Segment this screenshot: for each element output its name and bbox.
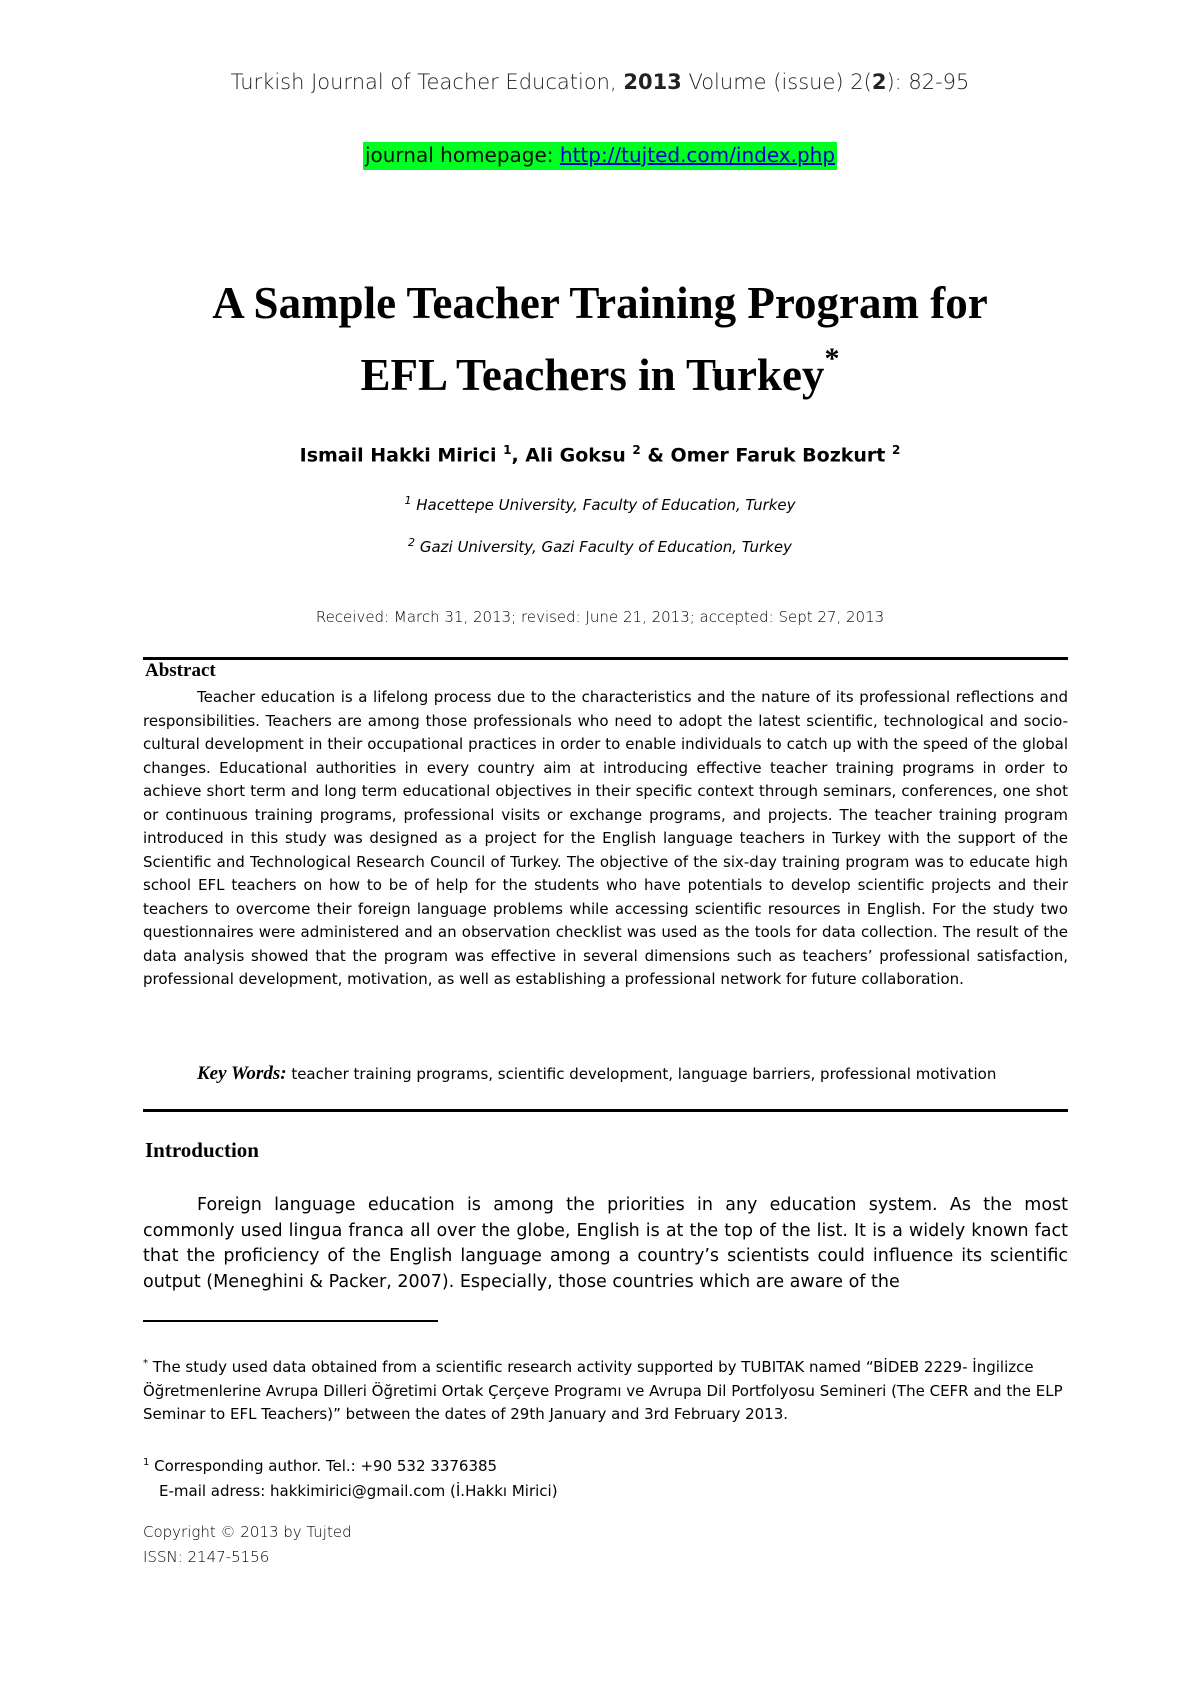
homepage-link[interactable]: http://tujted.com/index.php <box>559 143 836 167</box>
abstract-heading: Abstract <box>145 660 216 681</box>
copyright-line: Copyright © 2013 by Tujted <box>143 1523 352 1541</box>
journal-volume: Volume (issue) 2( <box>681 70 872 94</box>
paper-title <box>0 272 1200 406</box>
footnote-star <box>143 1352 1068 1427</box>
title-footnote-marker[interactable]: * <box>824 342 840 375</box>
keywords <box>143 1062 1068 1086</box>
title-line-2 <box>0 334 1200 406</box>
abstract-bottom-rule <box>143 1109 1068 1112</box>
author-3-affil: 2 <box>892 443 901 457</box>
copyright-block <box>143 1520 352 1570</box>
abstract-body: Teacher education is a lifelong process due to the characteristics and the nature of its professional reflections and responsibilities. Teachers are among those professionals who need to adopt the latest scientific, technological and socio-cultural development in their occupational practices in order to enable individuals to catch up with the speed of the global changes. Educational authorities in every country aim at introducing effective teacher training programs in order to achieve short term and long term educational objectives in their specific context through seminars, conferences, one shot or continuous training programs, professional visits or exchange programs, and projects. The teacher training program introduced in this study was designed as a project for the English language teachers in Turkey with the support of the Scientific and Technological Research Council of Turkey. The objective of the six-day training program was to educate high school EFL teachers on how to be of help for the students who have potentials to develop scientific projects and their teachers to overcome their foreign language problems while accessing scientific resources in English. For the study two questionnaires were administered and an observation checklist was used as the tools for data collection. The result of the data analysis showed that the program was effective in several dimensions such as teachers’ professional satisfaction, professional development, motivation, as well as establishing a professional network for future collaboration. <box>143 688 1068 988</box>
title-line-2-text: EFL Teachers in Turkey <box>360 350 825 400</box>
corresponding-author <box>143 1450 1068 1504</box>
corr-email: E-mail adress: hakkimirici@gmail.com (İ.Hakkı Mirici) <box>159 1482 558 1500</box>
issn-line: ISSN: 2147-5156 <box>143 1548 270 1566</box>
abstract-top-rule <box>143 657 1068 660</box>
journal-year: 2013 <box>623 70 682 94</box>
affiliation-2-text: Gazi University, Gazi Faculty of Education, Turkey <box>415 538 792 556</box>
author-list <box>0 443 1200 466</box>
author-2-affil: 2 <box>632 443 641 457</box>
affiliation-2 <box>0 536 1200 556</box>
journal-name: Turkish Journal of Teacher Education, <box>230 70 624 94</box>
journal-issue: 2 <box>871 70 887 94</box>
corr-marker: 1 <box>143 1457 150 1468</box>
affiliation-2-marker: 2 <box>408 536 416 549</box>
title-line-1: A Sample Teacher Training Program for <box>212 278 988 328</box>
footnote-star-marker: * <box>143 1358 148 1369</box>
author-2: , Ali Goksu <box>511 444 633 467</box>
keywords-label: Key Words: <box>197 1063 287 1084</box>
introduction-body: Foreign language education is among the priorities in any education system. As the most commonly used lingua franca all over the globe, English is at the top of the list. It is a widely known fact that the proficiency of the English language among a country’s scientists could influence its scientific output (Meneghini & Packer, 2007). Especially, those countries which are aware of the <box>143 1195 1068 1292</box>
author-3: & Omer Faruk Bozkurt <box>640 444 892 467</box>
affiliation-1-marker: 1 <box>404 494 412 507</box>
homepage-highlight <box>363 142 837 170</box>
author-1-affil: 1 <box>503 443 512 457</box>
journal-citation <box>0 70 1200 94</box>
journal-pages: ): 82-95 <box>886 70 970 94</box>
author-1: Ismail Hakki Mirici <box>299 444 504 467</box>
journal-homepage <box>0 142 1200 170</box>
affiliation-1-text: Hacettepe University, Faculty of Education, Turkey <box>411 496 796 514</box>
keywords-list: teacher training programs, scientific development, language barriers, professional motivation <box>286 1065 997 1083</box>
footnote-rule <box>143 1320 438 1322</box>
introduction-heading: Introduction <box>145 1138 259 1162</box>
homepage-label: journal homepage: <box>364 143 560 167</box>
received-dates: Received: March 31, 2013; revised: June 21, 2013; accepted: Sept 27, 2013 <box>315 608 885 626</box>
footnote-star-text: The study used data obtained from a scientific research activity supported by TUBITAK named “BİDEB 2229- İngilizce Öğretmenlerine Avrupa Dilleri Öğretimi Ortak Çerçeve Programı ve Avrupa Dil Portfolyosu Semineri (The CEFR and the ELP Seminar to EFL Teachers)” between the dates of 29th January and 3rd February 2013. <box>143 1358 1063 1423</box>
affiliation-1 <box>0 494 1200 514</box>
corr-text: Corresponding author. Tel.: +90 532 3376385 <box>149 1457 498 1475</box>
corresponding-author-line <box>143 1450 1068 1479</box>
